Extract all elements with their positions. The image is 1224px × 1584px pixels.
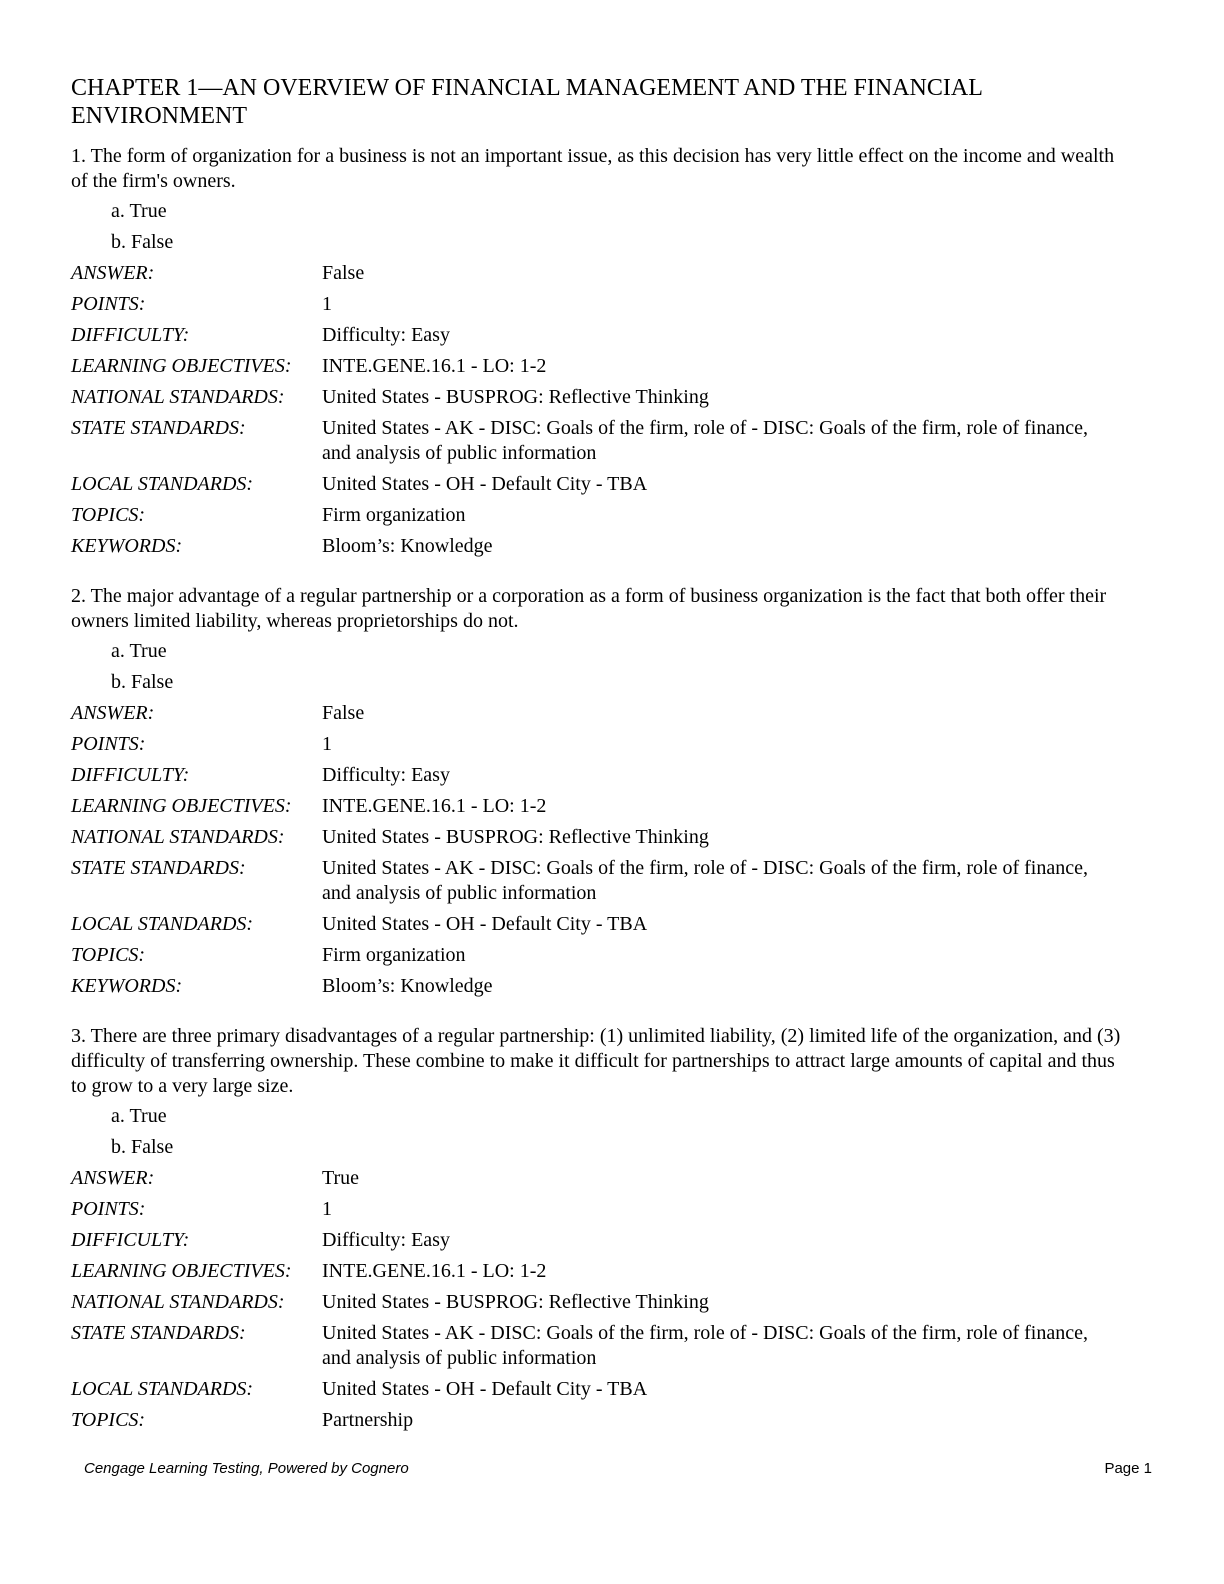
difficulty-value: Difficulty: Easy <box>322 324 450 346</box>
national-standards-value: United States - BUSPROG: Reflective Thinking <box>322 386 709 408</box>
local-standards-value: United States - OH - Default City - TBA <box>322 1378 648 1400</box>
meta-row-learning-objectives <box>71 791 1112 822</box>
question-stem: 3. There are three primary disadvantages of a regular partnership: (1) unlimited liability, (2) limited life of the organization, and (3) difficulty of transferring ownership. These combine to make it difficult for partnerships to attract large amounts of capital and thus to grow to a very large size. <box>71 1025 1121 1097</box>
meta-row-points <box>71 289 1112 320</box>
meta-row-local-standards <box>71 909 1112 940</box>
answer-options <box>71 1101 1131 1163</box>
local-standards-label: LOCAL STANDARDS: <box>71 473 254 495</box>
meta-row-local-standards <box>71 469 1112 500</box>
keywords-value: Bloom’s: Knowledge <box>322 975 493 997</box>
option-true: a. True <box>111 640 167 662</box>
points-value: 1 <box>322 733 332 755</box>
option-true: a. True <box>111 1105 167 1127</box>
national-standards-value: United States - BUSPROG: Reflective Thinking <box>322 826 709 848</box>
meta-row-topics <box>71 500 1112 531</box>
answer-value: False <box>322 702 365 724</box>
answer-label: ANSWER: <box>71 1167 155 1189</box>
answer-label: ANSWER: <box>71 702 155 724</box>
question-3 <box>71 1024 1131 1436</box>
answer-value: True <box>322 1167 360 1189</box>
difficulty-label: DIFFICULTY: <box>71 1229 190 1251</box>
topics-label: TOPICS: <box>71 504 146 526</box>
meta-row-difficulty <box>71 1225 1112 1256</box>
points-label: POINTS: <box>71 733 146 755</box>
local-standards-label: LOCAL STANDARDS: <box>71 913 254 935</box>
topics-label: TOPICS: <box>71 944 146 966</box>
national-standards-label: NATIONAL STANDARDS: <box>71 826 285 848</box>
learning-objectives-label: LEARNING OBJECTIVES: <box>71 795 292 817</box>
meta-row-keywords <box>71 971 1112 1002</box>
topics-value: Firm organization <box>322 944 466 966</box>
answer-label: ANSWER: <box>71 262 155 284</box>
points-value: 1 <box>322 1198 332 1220</box>
page-number: Page 1 <box>1104 1460 1152 1477</box>
topics-value: Firm organization <box>322 504 466 526</box>
answer-options <box>71 636 1131 698</box>
keywords-label: KEYWORDS: <box>71 975 183 997</box>
meta-row-state-standards <box>71 853 1112 909</box>
state-standards-label: STATE STANDARDS: <box>71 1322 246 1344</box>
local-standards-value: United States - OH - Default City - TBA <box>322 473 648 495</box>
meta-row-learning-objectives <box>71 1256 1112 1287</box>
question-metadata <box>71 1163 1112 1436</box>
keywords-value: Bloom’s: Knowledge <box>322 535 493 557</box>
keywords-label: KEYWORDS: <box>71 535 183 557</box>
meta-row-national-standards <box>71 822 1112 853</box>
meta-row-learning-objectives <box>71 351 1112 382</box>
state-standards-value: United States - AK - DISC: Goals of the firm, role of - DISC: Goals of the firm, role of finance, and analysis of public information <box>322 417 1088 464</box>
meta-row-keywords <box>71 531 1112 562</box>
meta-row-state-standards <box>71 413 1112 469</box>
meta-row-difficulty <box>71 760 1112 791</box>
question-2 <box>71 584 1131 1002</box>
difficulty-value: Difficulty: Easy <box>322 1229 450 1251</box>
answer-value: False <box>322 262 365 284</box>
learning-objectives-value: INTE.GENE.16.1 - LO: 1-2 <box>322 355 547 377</box>
national-standards-label: NATIONAL STANDARDS: <box>71 1291 285 1313</box>
meta-row-state-standards <box>71 1318 1112 1374</box>
meta-row-answer <box>71 1163 1112 1194</box>
state-standards-value: United States - AK - DISC: Goals of the firm, role of - DISC: Goals of the firm, role of finance, and analysis of public information <box>322 857 1088 904</box>
local-standards-label: LOCAL STANDARDS: <box>71 1378 254 1400</box>
document-page <box>71 74 1131 1458</box>
national-standards-label: NATIONAL STANDARDS: <box>71 386 285 408</box>
meta-row-topics <box>71 1405 1112 1436</box>
question-1 <box>71 144 1131 562</box>
question-stem: 1. The form of organization for a business is not an important issue, as this decision has very little effect on the income and wealth of the firm's owners. <box>71 145 1115 192</box>
learning-objectives-value: INTE.GENE.16.1 - LO: 1-2 <box>322 795 547 817</box>
question-metadata <box>71 698 1112 1002</box>
meta-row-answer <box>71 698 1112 729</box>
difficulty-value: Difficulty: Easy <box>322 764 450 786</box>
difficulty-label: DIFFICULTY: <box>71 764 190 786</box>
footer-publisher: Cengage Learning Testing, Powered by Cognero <box>84 1460 409 1477</box>
state-standards-value: United States - AK - DISC: Goals of the firm, role of - DISC: Goals of the firm, role of finance, and analysis of public information <box>322 1322 1088 1369</box>
option-false: b. False <box>111 1136 174 1158</box>
meta-row-points <box>71 729 1112 760</box>
national-standards-value: United States - BUSPROG: Reflective Thinking <box>322 1291 709 1313</box>
learning-objectives-value: INTE.GENE.16.1 - LO: 1-2 <box>322 1260 547 1282</box>
chapter-title: CHAPTER 1—AN OVERVIEW OF FINANCIAL MANAGEMENT AND THE FINANCIAL ENVIRONMENT <box>71 75 982 129</box>
difficulty-label: DIFFICULTY: <box>71 324 190 346</box>
topics-value: Partnership <box>322 1409 414 1431</box>
option-false: b. False <box>111 231 174 253</box>
points-label: POINTS: <box>71 293 146 315</box>
state-standards-label: STATE STANDARDS: <box>71 857 246 879</box>
option-false: b. False <box>111 671 174 693</box>
answer-options <box>71 196 1131 258</box>
meta-row-national-standards <box>71 382 1112 413</box>
meta-row-difficulty <box>71 320 1112 351</box>
meta-row-answer <box>71 258 1112 289</box>
local-standards-value: United States - OH - Default City - TBA <box>322 913 648 935</box>
meta-row-local-standards <box>71 1374 1112 1405</box>
question-stem: 2. The major advantage of a regular partnership or a corporation as a form of business organization is the fact that both offer their owners limited liability, whereas proprietorships do not. <box>71 585 1107 632</box>
meta-row-national-standards <box>71 1287 1112 1318</box>
points-label: POINTS: <box>71 1198 146 1220</box>
meta-row-points <box>71 1194 1112 1225</box>
topics-label: TOPICS: <box>71 1409 146 1431</box>
state-standards-label: STATE STANDARDS: <box>71 417 246 439</box>
learning-objectives-label: LEARNING OBJECTIVES: <box>71 355 292 377</box>
learning-objectives-label: LEARNING OBJECTIVES: <box>71 1260 292 1282</box>
question-metadata <box>71 258 1112 562</box>
option-true: a. True <box>111 200 167 222</box>
meta-row-topics <box>71 940 1112 971</box>
points-value: 1 <box>322 293 332 315</box>
